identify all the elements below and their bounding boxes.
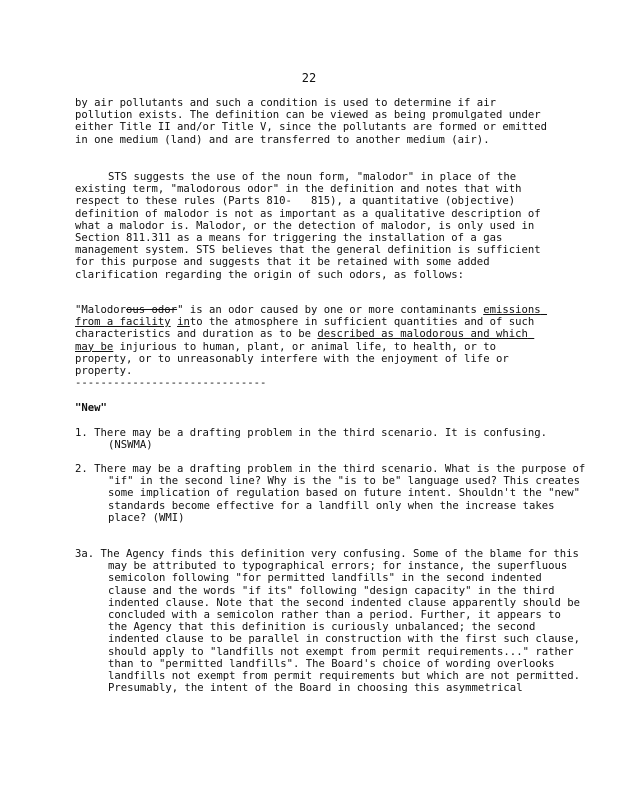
paragraph-continuation: by air pollutants and such a condition is used to determine if air pollution exists. The definition can be viewed as being promulgated under either Title II and/or Title V, since the pollutants are formed or emitted in one medium (land) and are transferred to another medium (air). [75, 97, 554, 146]
comment-item-3a: 3a. The Agency finds this definition very confusing. Some of the blame for this may be attributed to typographical errors; for instance, the superfluous semicolon following "for permitted landfills" in the second indented clause and the words "if its" following "design capacity" in the third indented clause. Note that the second indented clause apparently should be concluded with a semicolon rather than a period. Further, it appears to the Agency that this definition is curiously unbalanced; the second indented clause to be parallel in construction with the first such clause, should apply to "landfills not exempt from permit requirements..." rather than to "permitted landfills". The Board's choice of wording overlooks landfills not exempt from permit requirements but which are not permitted. Presumably, the intent of the Board in choosing this asymmetrical [75, 548, 587, 695]
def-underlined-emissions: emissions from a facility [75, 304, 548, 329]
def-underlined-described: described as malodorous and which may be [75, 328, 535, 353]
def-text-e: injurious to human, plant, or animal life, to health, or to property, or to unreasonably interfere with the enjoyment of life or property. [75, 340, 516, 378]
section-heading-new: "New" [75, 402, 107, 414]
comment-item-1: 1. There may be a drafting problem in the third scenario. It is confusing. (NSWMA) [75, 427, 554, 452]
comment-item-2: 2. There may be a drafting problem in the third scenario. What is the purpose of "if" in the second line? Why is the "is to be" language used? This creates some implication of regulation based on future intent. Shouldn't the "new" standards become effective for a landfill only when the increase takes place? (WMI) [75, 463, 592, 524]
page-number: 22 [301, 71, 317, 85]
def-text-b: " is an odor caused by one or more contaminants [177, 304, 484, 316]
paragraph-sts-suggestion: STS suggests the use of the noun form, "malodor" in place of the existing term, "malodorous odor" in the definition and notes that with respect to these rules (Parts 810- 815), a quantitative (objective) definition of malodor is not as important as a qualitative description of what a malodor is. Malodor, or the detection of malodor, is only used in Section 811.311 as a means for triggering the installation of a gas management system. STS believes that the general definition is sufficient for this purpose and suggests that it be retained with some added clarification regarding the origin of such odors, as follows: [75, 171, 547, 281]
def-struck-text: ous odor [126, 304, 178, 316]
separator-rule: ------------------------------ [75, 377, 267, 389]
def-underlined-in: in [177, 316, 190, 329]
proposed-definition [75, 304, 553, 377]
def-text-d: to the atmosphere in sufficient quantities and of such characteristics and duration as to be [75, 316, 541, 341]
def-text-a: "Malodor [75, 304, 127, 316]
